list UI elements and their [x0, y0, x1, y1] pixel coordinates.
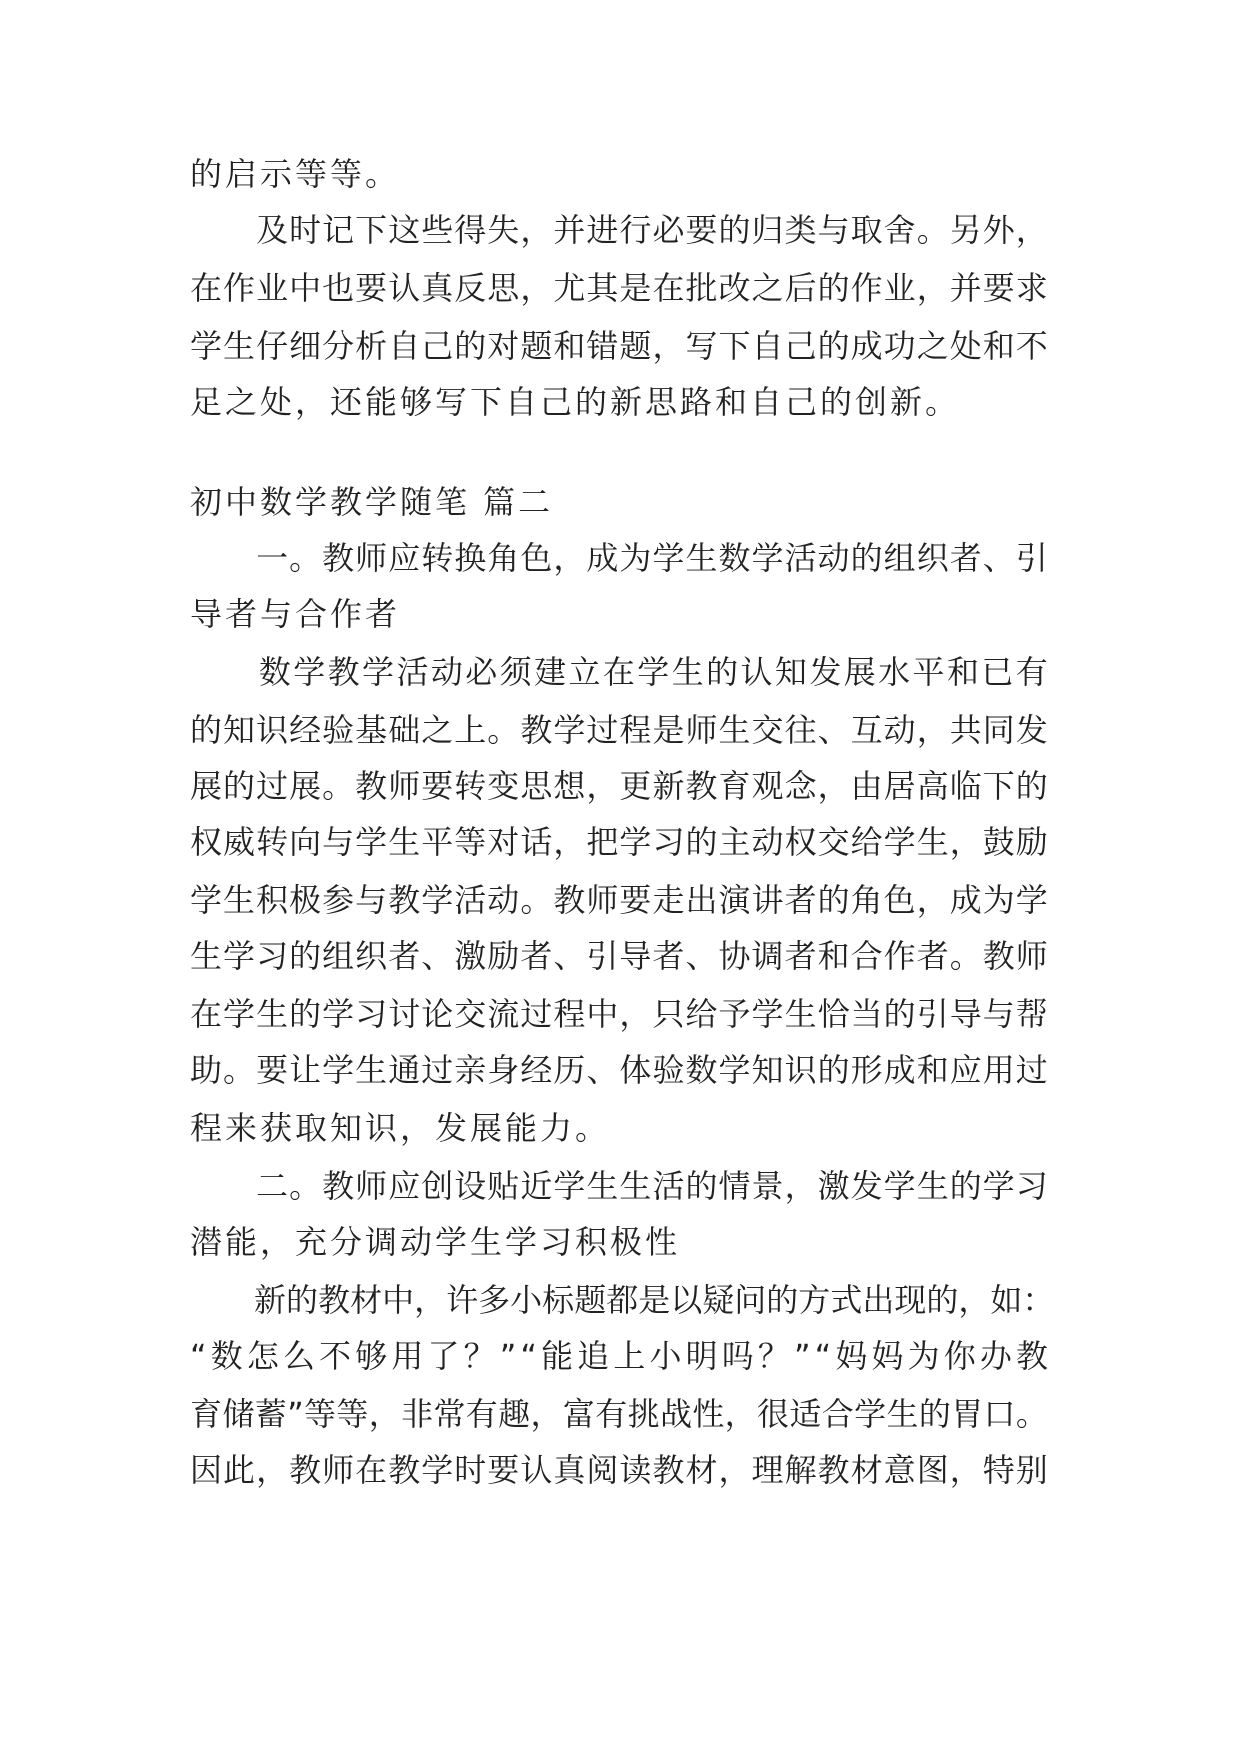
section-heading: 初中数学教学随笔 篇二 — [190, 483, 554, 521]
text-line: 在 学 生 的 学 习 讨 论 交 流 过 程 中 ， 只 给 予 学 生 恰 当 的 引 导 与 帮 — [190, 995, 1048, 1033]
text-line: 足之处，还能够写下自己的新思路和自己的创新。 — [190, 383, 961, 421]
text-line: 二 。 教 师 应 创 设 贴 近 学 生 生 活 的 情 景 ， 激 发 学 生 的 学 习 — [256, 1167, 1048, 1205]
text-line: “ 数 怎 么 不 够 用 了 ？ ” “ 能 追 上 小 明 吗 ？ ” “ 妈 妈 为 你 办 教 — [190, 1337, 1048, 1375]
text-line: 权 威 转 向 与 学 生 平 等 对 话 ， 把 学 习 的 主 动 权 交 给 学 生 ， 鼓 励 — [190, 823, 1048, 861]
text-line: 学 生 积 极 参 与 教 学 活 动 。 教 师 要 走 出 演 讲 者 的 角 色 ， 成 为 学 — [190, 881, 1048, 919]
text-line: 的 知 识 经 验 基 础 之 上 。 教 学 过 程 是 师 生 交 往 、 互 动 ， 共 同 发 — [190, 711, 1048, 749]
text-line: 助 。 要 让 学 生 通 过 亲 身 经 历 、 体 验 数 学 知 识 的 形 成 和 应 用 过 — [190, 1051, 1048, 1089]
text-line: 因 此 ， 教 师 在 教 学 时 要 认 真 阅 读 教 材 ， 理 解 教 材 意 图 ， 特 别 — [190, 1451, 1048, 1489]
text-line: 程来获取知识，发展能力。 — [190, 1109, 611, 1147]
text-line: 及 时 记 下 这 些 得 失 ， 并 进 行 必 要 的 归 类 与 取 舍 。 另 外 ， — [256, 211, 1048, 249]
text-line: 生 学 习 的 组 织 者 、 激 励 者 、 引 导 者 、 协 调 者 和 合 作 者 。 教 师 — [190, 937, 1048, 975]
text-line: 潜能，充分调动学生学习积极性 — [190, 1223, 681, 1261]
text-line: 一 。 教 师 应 转 换 角 色 ， 成 为 学 生 数 学 活 动 的 组 织 者 、 引 — [256, 539, 1048, 577]
text-line: 学 生 仔 细 分 析 自 己 的 对 题 和 错 题 ， 写 下 自 己 的 成 功 之 处 和 不 — [190, 327, 1048, 365]
text-line: 在 作 业 中 也 要 认 真 反 思 ， 尤 其 是 在 批 改 之 后 的 作 业 ， 并 要 求 — [190, 269, 1048, 307]
text-line: 数 学 教 学 活 动 必 须 建 立 在 学 生 的 认 知 发 展 水 平 和 已 有 — [258, 653, 1048, 691]
text-line: 的启示等等。 — [190, 155, 401, 193]
text-line: 导者与合作者 — [190, 595, 401, 633]
text-line: 育 储 蓄 ” 等 等 ， 非 常 有 趣 ， 富 有 挑 战 性 ， 很 适 合 学 生 的 胃 口 。 — [190, 1395, 1048, 1433]
text-line: 新 的 教 材 中 ， 许 多 小 标 题 都 是 以 疑 问 的 方 式 出 现 的 ， 如 ： — [254, 1281, 1055, 1319]
text-line: 展 的 过 展 。 教 师 要 转 变 思 想 ， 更 新 教 育 观 念 ， 由 居 高 临 下 的 — [190, 767, 1048, 805]
